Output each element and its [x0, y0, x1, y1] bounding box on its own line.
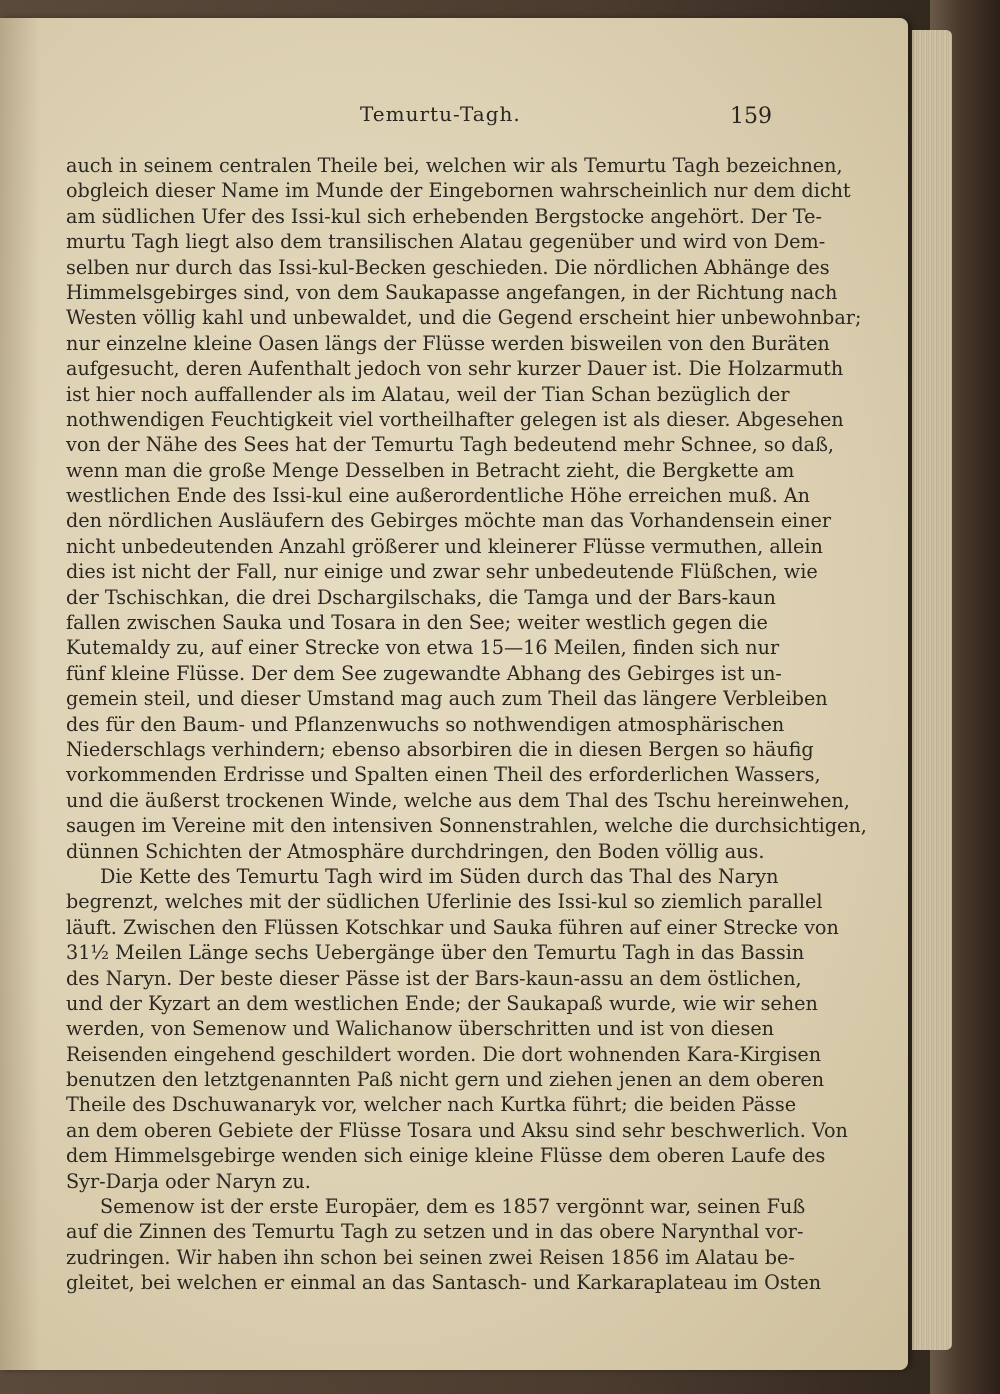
text-line: gleitet, bei welchen er einmal an das Santasch- und Karkaraplateau im Osten — [66, 1271, 822, 1295]
text-line: begrenzt, welches mit der südlichen Uferlinie des Issi-kul so ziemlich parallel — [66, 890, 823, 914]
text-line: benutzen den letztgenannten Paß nicht gern und ziehen jenen an dem oberen — [66, 1068, 825, 1092]
text-line: Die Kette des Temurtu Tagh wird im Süden durch das Thal des Naryn — [100, 864, 779, 888]
text-line: und der Kyzart an dem westlichen Ende; der Saukapaß wurde, wie wir sehen — [66, 991, 818, 1015]
text-line: westlichen Ende des Issi-kul eine außerordentliche Höhe erreichen muß. An — [66, 484, 811, 508]
running-head — [0, 102, 908, 132]
text-line: obgleich dieser Name im Munde der Eingebornen wahrscheinlich nur dem dicht — [66, 179, 851, 203]
book-page — [0, 18, 908, 1370]
text-line: Kutemaldy zu, auf einer Strecke von etwa 15—16 Meilen, finden sich nur — [66, 636, 780, 660]
text-line: am südlichen Ufer des Issi-kul sich erhebenden Bergstocke angehört. Der Te- — [66, 204, 822, 228]
text-line: dem Himmelsgebirge wenden sich einige kleine Flüsse dem oberen Laufe des — [66, 1144, 826, 1168]
text-line: murtu Tagh liegt also dem transilischen Alatau gegenüber und wird von Dem- — [66, 230, 826, 254]
text-line: selben nur durch das Issi-kul-Becken geschieden. Die nördlichen Abhänge des — [66, 255, 830, 279]
body-text — [66, 153, 867, 1296]
text-line: des für den Baum- und Pflanzenwuchs so nothwendigen atmosphärischen — [66, 712, 785, 736]
text-line: wenn man die große Menge Desselben in Betracht zieht, die Bergkette am — [66, 458, 795, 482]
text-line: auf die Zinnen des Temurtu Tagh zu setzen und in das obere Narynthal vor- — [66, 1220, 804, 1244]
text-line: an dem oberen Gebiete der Flüsse Tosara und Aksu sind sehr beschwerlich. Von — [66, 1118, 848, 1142]
text-line: zudringen. Wir haben ihn schon bei seinen zwei Reisen 1856 im Alatau be- — [66, 1245, 795, 1269]
text-line: saugen im Vereine mit den intensiven Sonnenstrahlen, welche die durchsichtigen, — [66, 814, 867, 838]
text-line: nur einzelne kleine Oasen längs der Flüsse werden bisweilen von den Buräten — [66, 331, 830, 355]
text-line: Semenow ist der erste Europäer, dem es 1857 vergönnt war, seinen Fuß — [100, 1195, 806, 1219]
text-line: gemein steil, und dieser Umstand mag auch zum Theil das längere Verbleiben — [66, 687, 828, 711]
text-line: dies ist nicht der Fall, nur einige und zwar sehr unbedeutende Flüßchen, wie — [66, 560, 818, 584]
running-title: Temurtu-Tagh. — [360, 102, 521, 126]
text-line: Syr-Darja oder Naryn zu. — [66, 1169, 311, 1193]
text-line: dünnen Schichten der Atmosphäre durchdringen, den Boden völlig aus. — [66, 839, 765, 863]
text-line: Theile des Dschuwanaryk vor, welcher nach Kurtka führt; die beiden Pässe — [66, 1093, 797, 1117]
text-line: und die äußerst trockenen Winde, welche aus dem Thal des Tschu hereinwehen, — [66, 788, 850, 812]
text-line: Niederschlags verhindern; ebenso absorbiren die in diesen Bergen so häufig — [66, 737, 814, 761]
text-line: nothwendigen Feuchtigkeit viel vortheilhafter gelegen ist als dieser. Abgesehen — [66, 407, 844, 431]
text-line: Himmelsgebirges sind, von dem Saukapasse angefangen, in der Richtung nach — [66, 280, 838, 304]
text-line: Reisenden eingehend geschildert worden. Die dort wohnenden Kara-Kirgisen — [66, 1042, 822, 1066]
text-line: den nördlichen Ausläufern des Gebirges möchte man das Vorhandensein einer — [66, 509, 832, 533]
text-line: 31½ Meilen Länge sechs Uebergänge über den Temurtu Tagh in das Bassin — [66, 941, 805, 965]
gutter-shadow — [0, 18, 40, 1370]
text-line: läuft. Zwischen den Flüssen Kotschkar und Sauka führen auf einer Strecke von — [66, 915, 839, 939]
text-line: fünf kleine Flüsse. Der dem See zugewandte Abhang des Gebirges ist un- — [66, 661, 782, 685]
page-number: 159 — [730, 104, 772, 129]
text-line: Westen völlig kahl und unbewaldet, und die Gegend erscheint hier unbewohnbar; — [66, 306, 862, 330]
text-line: auch in seinem centralen Theile bei, welchen wir als Temurtu Tagh bezeichnen, — [66, 154, 843, 177]
text-line: des Naryn. Der beste dieser Pässe ist der Bars-kaun-assu an dem östlichen, — [66, 966, 802, 990]
page-stack-edges — [912, 30, 952, 1350]
text-line: aufgesucht, deren Aufenthalt jedoch von sehr kurzer Dauer ist. Die Holzarmuth — [66, 357, 844, 381]
text-line: ist hier noch auffallender als im Alatau, weil der Tian Schan bezüglich der — [66, 382, 790, 406]
text-line: von der Nähe des Sees hat der Temurtu Tagh bedeutend mehr Schnee, so daß, — [66, 433, 835, 457]
text-line: vorkommenden Erdrisse und Spalten einen Theil des erforderlichen Wassers, — [66, 763, 821, 787]
text-line: der Tschischkan, die drei Dschargilschaks, die Tamga und der Bars-kaun — [66, 585, 776, 609]
text-line: werden, von Semenow und Walichanow überschritten und ist von diesen — [66, 1017, 775, 1041]
text-line: fallen zwischen Sauka und Tosara in den See; weiter westlich gegen die — [66, 611, 768, 635]
text-line: nicht unbedeutenden Anzahl größerer und kleinerer Flüsse vermuthen, allein — [66, 534, 823, 558]
